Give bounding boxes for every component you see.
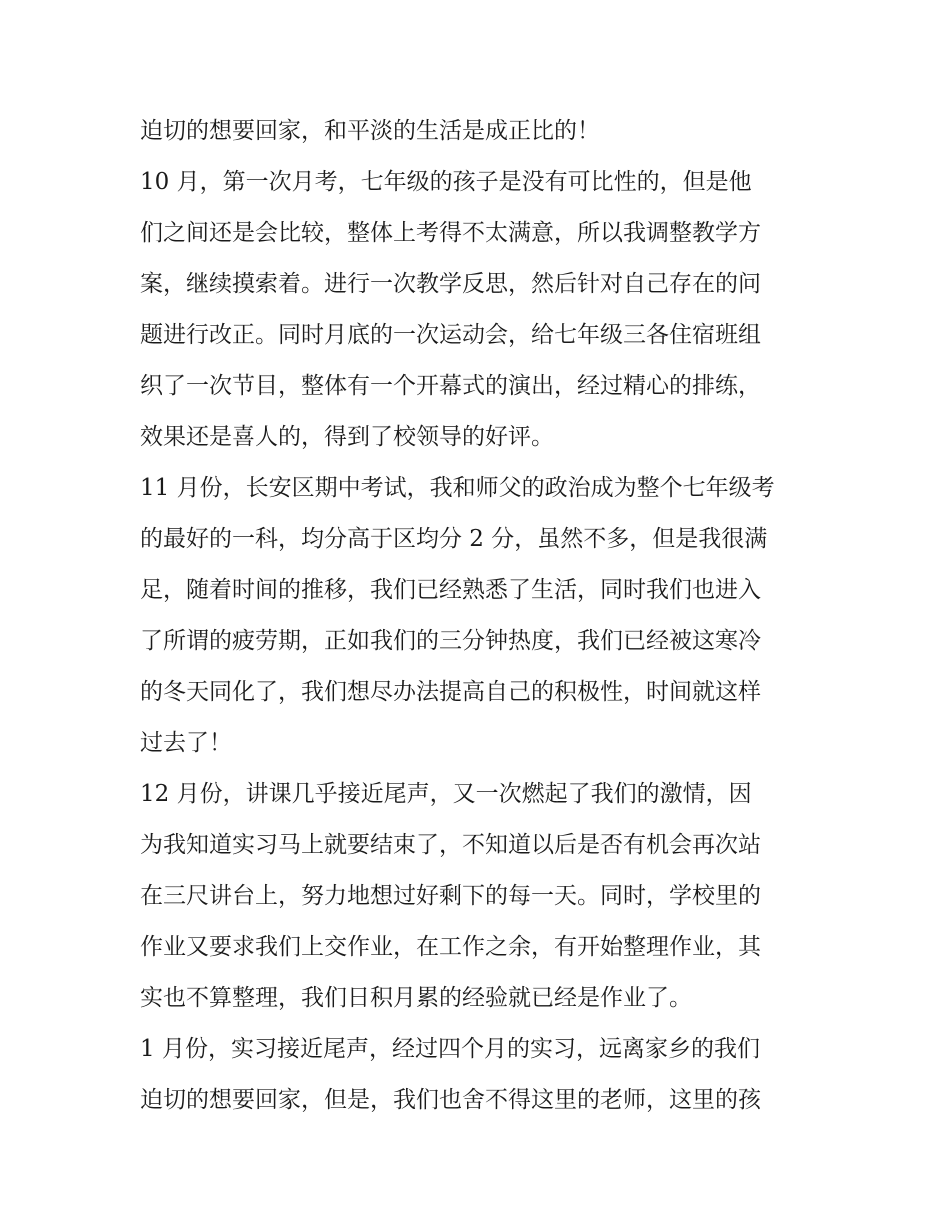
text-line: 的最好的一科，均分高于区均分 2 分，虽然不多，但是我很满 [140,526,768,552]
text-line: 10 月，第一次月考，七年级的孩子是没有可比性的，但是他 [140,169,752,195]
text-line: 实也不算整理，我们日积月累的经验就已经是作业了。 [140,985,692,1011]
text-line: 11 月份，长安区期中考试，我和师父的政治成为整个七年级考 [140,475,775,501]
text-line: 足，随着时间的推移，我们已经熟悉了生活，同时我们也进入 [140,577,761,603]
text-line: 迫切的想要回家，和平淡的生活是成正比的！ [140,118,600,144]
text-line: 案，继续摸索着。进行一次教学反思，然后针对自己存在的问 [140,271,761,297]
text-line: 1 月份，实习接近尾声，经过四个月的实习，远离家乡的我们 [140,1036,760,1062]
text-line: 们之间还是会比较，整体上考得不太满意，所以我调整教学方 [140,220,761,246]
text-line: 织了一次节目，整体有一个开幕式的演出，经过精心的排练， [140,373,761,399]
text-line: 12 月份，讲课几乎接近尾声，又一次燃起了我们的激情，因 [140,781,752,807]
text-line: 为我知道实习马上就要结束了，不知道以后是否有机会再次站 [140,832,761,858]
text-line: 在三尺讲台上，努力地想过好剩下的每一天。同时，学校里的 [140,883,761,909]
text-line: 的冬天同化了，我们想尽办法提高自己的积极性，时间就这样 [140,679,761,705]
text-line: 题进行改正。同时月底的一次运动会，给七年级三各住宿班组 [140,322,761,348]
text-line: 效果还是喜人的，得到了校领导的好评。 [140,424,554,450]
text-line: 了所谓的疲劳期，正如我们的三分钟热度，我们已经被这寒冷 [140,628,761,654]
text-line: 过去了！ [140,730,232,756]
body-text [140,106,820,1126]
text-line: 迫切的想要回家，但是，我们也舍不得这里的老师，这里的孩 [140,1087,761,1113]
text-line: 作业又要求我们上交作业，在工作之余，有开始整理作业，其 [140,934,761,960]
